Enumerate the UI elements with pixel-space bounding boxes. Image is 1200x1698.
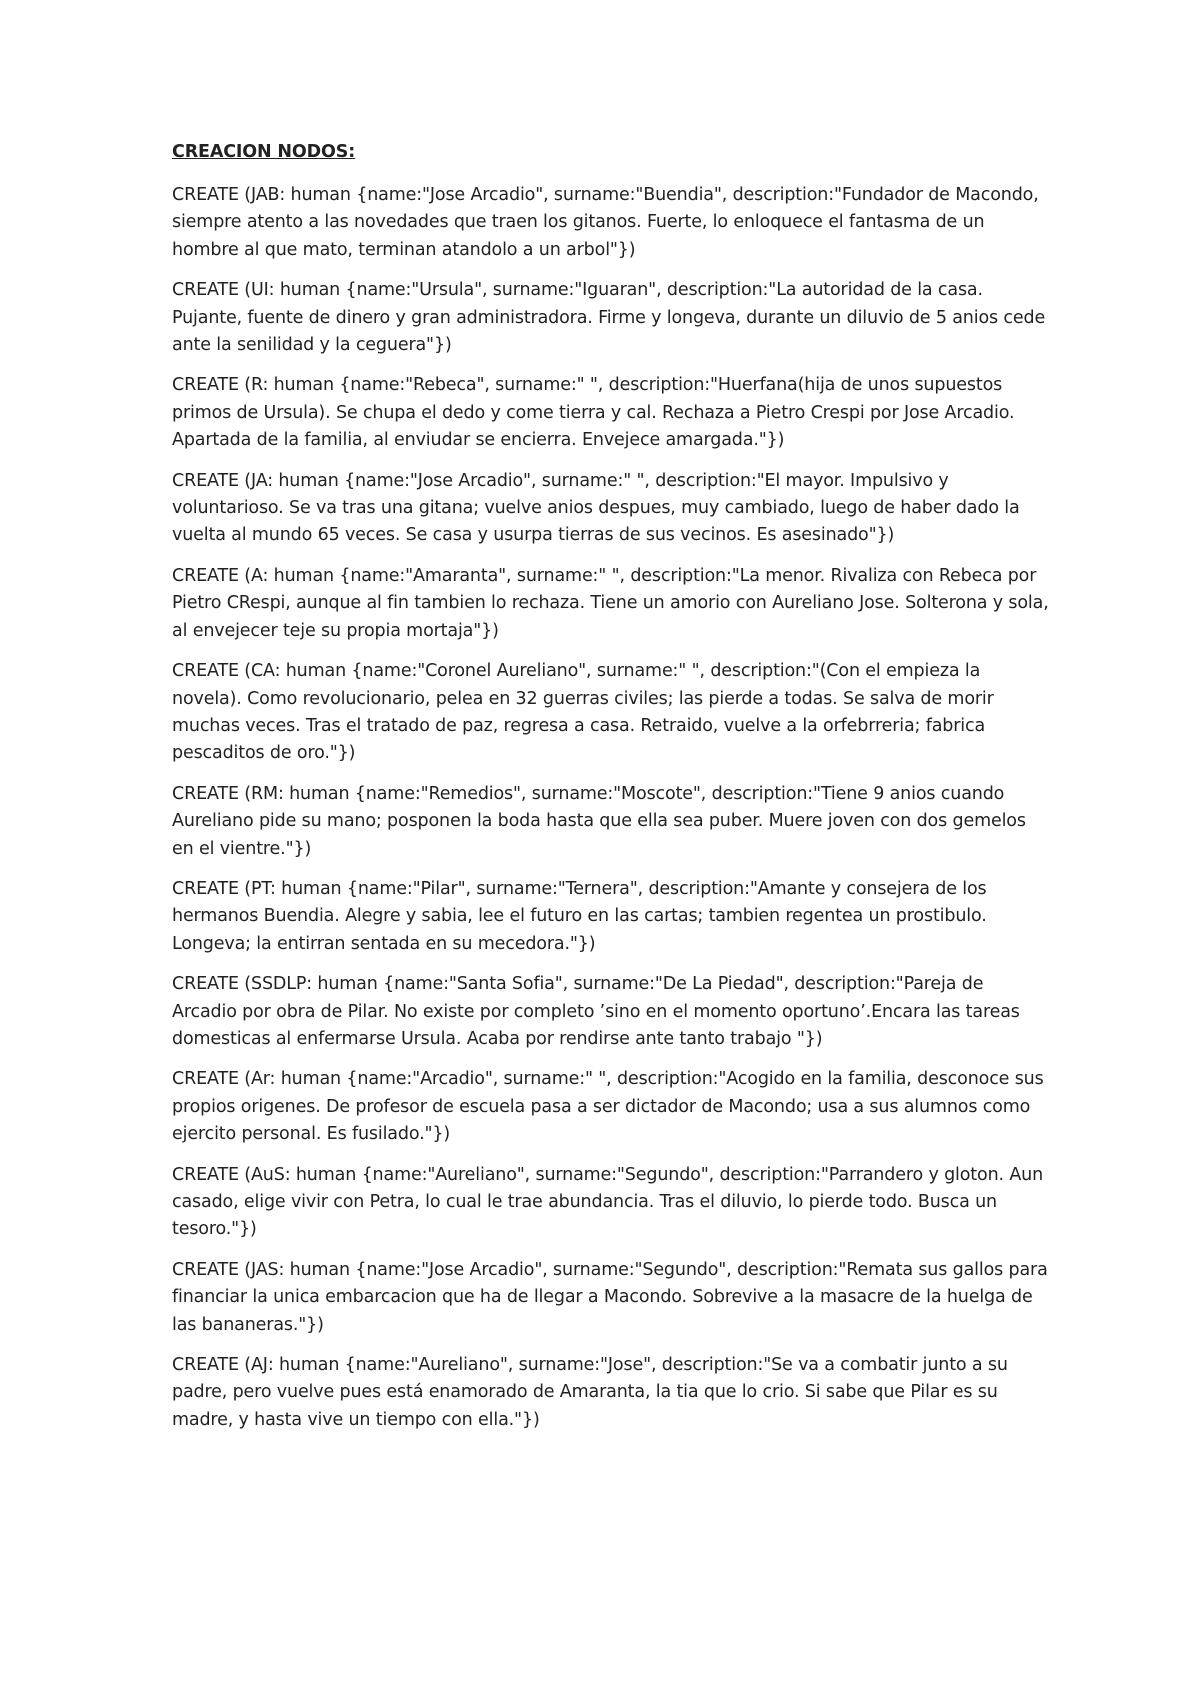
create-statement-ar: CREATE (Ar: human {name:"Arcadio", surname:" ", description:"Acogido en la familia, desconoce sus propios origenes. De profesor de escuela pasa a ser dictador de Macondo; usa a sus alumnos como ejercito personal. Es fusilado."}) [172,1069,1044,1145]
create-statement-jas: CREATE (JAS: human {name:"Jose Arcadio", surname:"Segundo", description:"Remata sus gallos para financiar la unica embarcacion que ha de llegar a Macondo. Sobrevive a la masacre de la huelga de las bananeras."}) [172,1259,1048,1335]
create-statement-aus: CREATE (AuS: human {name:"Aureliano", surname:"Segundo", description:"Parrandero y gloton. Aun casado, elige vivir con Petra, lo cual le trae abundancia. Tras el diluvio, lo pierde todo. Busca un tesoro."}) [172,1164,1044,1240]
create-statement-rm: CREATE (RM: human {name:"Remedios", surname:"Moscote", description:"Tiene 9 anios cuando Aureliano pide su mano; posponen la boda hasta que ella sea puber. Muere joven con dos gemelos en el vientre."}) [172,783,1026,859]
create-statement-a: CREATE (A: human {name:"Amaranta", surname:" ", description:"La menor. Rivaliza con Rebeca por Pietro CRespi, aunque al fin tambien lo rechaza. Tiene un amorio con Aureliano Jose. Solterona y sola, al envejecer teje su propia mortaja"}) [172,565,1049,641]
create-statement-jab: CREATE (JAB: human {name:"Jose Arcadio", surname:"Buendia", description:"Fundador de Macondo, siempre atento a las novedades que traen los gitanos. Fuerte, lo enloquece el fantasma de un hombre al que mato, terminan atandolo a un arbol"}) [172,185,1039,260]
create-statement-r: CREATE (R: human {name:"Rebeca", surname:" ", description:"Huerfana(hija de unos supuestos primos de Ursula). Se chupa el dedo y come tierra y cal. Rechaza a Pietro Crespi por Jose Arcadio. Apartada de la familia, al enviudar se encierra. Envejece amargada."}) [172,375,1015,451]
create-statement-ca: CREATE (CA: human {name:"Coronel Aureliano", surname:" ", description:"(Con el empieza la novela). Como revolucionario, pelea en 32 guerras civiles; las pierde a todas. Se salva de morir muchas veces. Tras el tratado de paz, regresa a casa. Retraido, vuelve a la orfebrreria; fabrica pescaditos de oro."}) [172,661,994,764]
create-statement-ja: CREATE (JA: human {name:"Jose Arcadio", surname:" ", description:"El mayor. Impulsivo y voluntarioso. Se va tras una gitana; vuelve anios despues, muy cambiado, luego de haber dado la vuelta al mundo 65 veces. Se casa y usurpa tierras de sus vecinos. Es asesinado"}) [172,470,1020,546]
create-statement-aj: CREATE (AJ: human {name:"Aureliano", surname:"Jose", description:"Se va a combatir junto a su padre, pero vuelve pues está enamorado de Amaranta, la tia que lo crio. Si sabe que Pilar es su madre, y hasta vive un tiempo con ella."}) [172,1355,1008,1430]
document-page [172,138,1052,1447]
create-statement-pt: CREATE (PT: human {name:"Pilar", surname:"Ternera", description:"Amante y consejera de los hermanos Buendia. Alegre y sabia, lee el futuro en las cartas; tambien regentea un prostibulo. Longeva; la entirran sentada en su mecedora."}) [172,878,987,954]
create-statement-ssdlp: CREATE (SSDLP: human {name:"Santa Sofia", surname:"De La Piedad", description:"Pareja de Arcadio por obra de Pilar. No existe por completo ’sino en el momento oportuno’.Encara las tareas domesticas al enfermarse Ursula. Acaba por rendirse ante tanto trabajo "}) [172,974,1020,1049]
create-statement-ui: CREATE (UI: human {name:"Ursula", surname:"Iguaran", description:"La autoridad de la casa. Pujante, fuente de dinero y gran administradora. Firme y longeva, durante un diluvio de 5 anios cede ante la senilidad y la ceguera"}) [172,280,1046,356]
section-heading: CREACION NODOS: [172,142,356,162]
